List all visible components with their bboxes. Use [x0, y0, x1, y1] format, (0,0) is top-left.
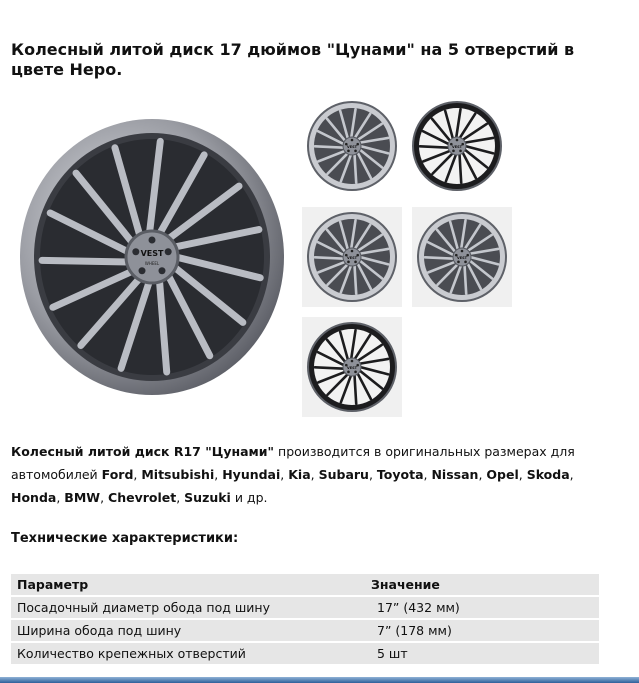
car-brands-list: Ford, Mitsubishi, Hyundai, Kia, Subaru, Toyota, Nissan, Opel, Skoda, Honda, BMW, Chevrolet, Suzuki [11, 467, 574, 505]
main-wheel-image [10, 117, 290, 397]
hub-brand-label: VEST [346, 145, 358, 149]
car-brand: Subaru [318, 467, 369, 482]
intro-paragraph [11, 440, 611, 509]
spec-parameter: Количество крепежных отверстий [11, 643, 365, 664]
hub-brand-label: VEST [451, 145, 463, 149]
car-brand: Chevrolet [108, 490, 177, 505]
thumbnail-wheel-2[interactable] [407, 96, 507, 196]
car-brand: Toyota [376, 467, 424, 482]
car-brand: Skoda [526, 467, 570, 482]
thumbnail-wheel-1[interactable] [302, 96, 402, 196]
column-header-parameter: Параметр [11, 574, 365, 595]
specs-table [11, 572, 599, 666]
car-brand: Mitsubishi [141, 467, 215, 482]
thumbnail-wheel-3[interactable] [302, 207, 402, 307]
car-brand: Kia [288, 467, 311, 482]
wheel-spoke [315, 367, 344, 368]
spec-value: 5 шт [365, 643, 599, 664]
table-row [11, 620, 599, 641]
lug-nut [354, 150, 357, 153]
lug-nut [354, 371, 357, 374]
car-brand: Ford [101, 467, 134, 482]
wheel-spoke [354, 154, 356, 183]
lug-nut [351, 139, 354, 142]
window-bottom-bar [0, 677, 639, 683]
hub-brand-label: VEST [346, 256, 358, 260]
wheel-spoke [459, 154, 461, 183]
wheel-spoke [354, 375, 356, 404]
specs-heading: Технические характеристики: [11, 531, 239, 546]
product-name: Колесный литой диск R17 "Цунами" [11, 444, 275, 459]
wheel-spoke [425, 257, 454, 258]
wheel-spoke [42, 260, 128, 262]
lug-nut [347, 150, 350, 153]
lug-nut [456, 139, 459, 142]
spec-parameter: Посадочный диаметр обода под шину [11, 597, 365, 618]
lug-nut [149, 237, 156, 244]
lug-nut [158, 267, 165, 274]
car-brand: Opel [486, 467, 519, 482]
car-brand: Nissan [431, 467, 479, 482]
table-row [11, 643, 599, 664]
intro-text: производится в оригинальных размерах для автомобилей [11, 444, 575, 482]
lug-nut [347, 261, 350, 264]
lug-nut [464, 261, 467, 264]
spec-parameter: Ширина обода под шину [11, 620, 365, 641]
hub-brand-label: VEST [456, 256, 468, 260]
spec-value: 17” (432 мм) [365, 597, 599, 618]
wheel-spoke [354, 265, 356, 294]
wheel-spoke [464, 265, 466, 294]
thumbnail-wheel-5[interactable] [302, 317, 402, 417]
hub-brand-label: VEST [140, 249, 164, 258]
lug-nut [354, 261, 357, 264]
thumbnail-wheel-4[interactable] [412, 207, 512, 307]
lug-nut [452, 150, 455, 153]
wheel-spoke [315, 146, 344, 147]
lug-nut [351, 360, 354, 363]
lug-nut [459, 150, 462, 153]
wheel-spoke [420, 146, 449, 147]
table-row [11, 597, 599, 618]
lug-nut [461, 250, 464, 253]
hub-sub-label: WHEEL [144, 261, 160, 266]
lug-nut [165, 248, 172, 255]
lug-nut [351, 250, 354, 253]
specs-header-row [11, 574, 599, 595]
lug-nut [457, 261, 460, 264]
intro-suffix: и др. [230, 490, 268, 505]
lug-nut [347, 371, 350, 374]
spec-value: 7” (178 мм) [365, 620, 599, 641]
car-brand: Hyundai [222, 467, 281, 482]
car-brand: Suzuki [184, 490, 231, 505]
column-header-value: Значение [365, 574, 599, 595]
lug-nut [132, 248, 139, 255]
hub-brand-label: VEST [346, 366, 358, 370]
car-brand: BMW [64, 490, 101, 505]
car-brand: Honda [11, 490, 57, 505]
lug-nut [139, 267, 146, 274]
wheel-spoke [315, 257, 344, 258]
page-title: Колесный литой диск 17 дюймов "Цунами" на 5 отверстий в цвете Неро. [11, 40, 575, 79]
